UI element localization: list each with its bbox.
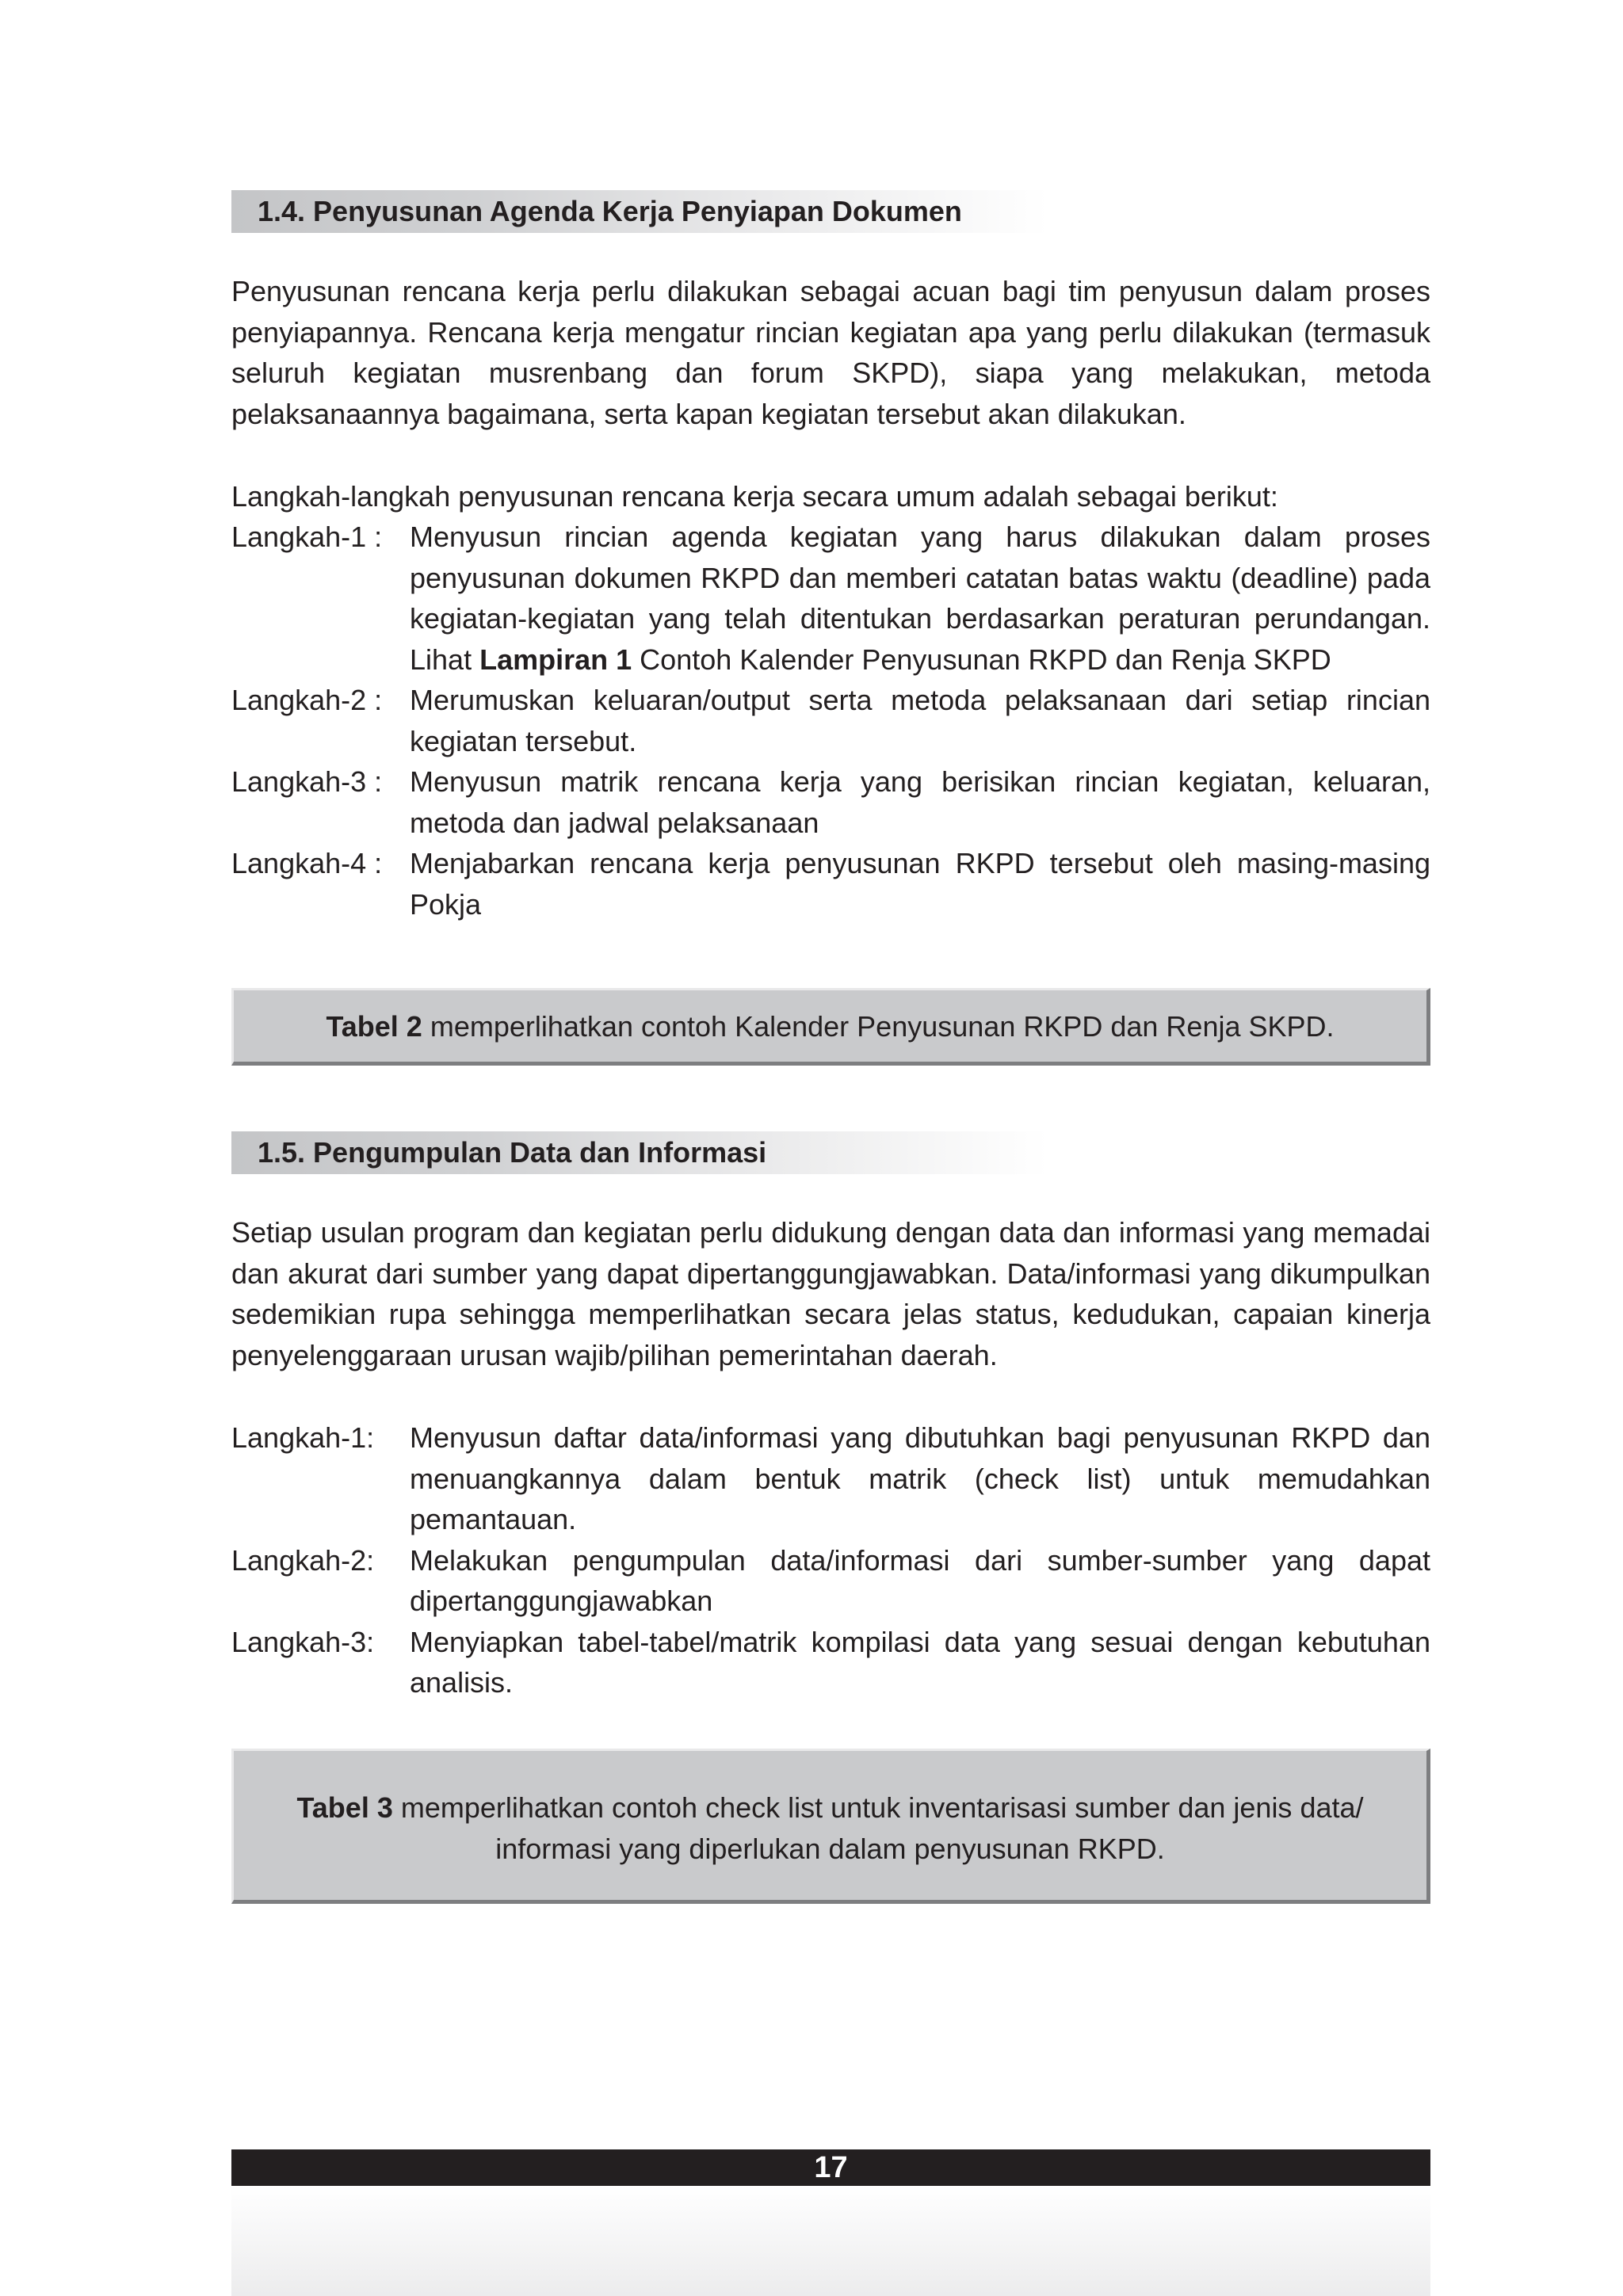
- note-text: memperlihatkan contoh check list untuk inventarisasi sumber dan jenis data/: [400, 1791, 1364, 1824]
- step-text: Menyiapkan tabel-tabel/matrik kompilasi data yang sesuai dengan kebutuhan analisis.: [410, 1625, 1430, 1699]
- step-text: Menyusun matrik rencana kerja yang berisikan rincian kegiatan, keluaran, metoda dan jadwal pelaksanaan: [410, 765, 1430, 839]
- section-1-5-steps: [231, 1417, 1430, 1703]
- step-item: [231, 761, 1430, 843]
- step-text: Menyusun rincian agenda kegiatan yang harus dilakukan dalam proses penyusunan dokumen RKPD dan memberi catatan batas waktu (deadline) pada kegiatan-kegiatan yang telah ditentukan berdasarkan peraturan perundangan. Lihat Lampiran 1 Contoh Kalender Penyusunan RKPD dan Renja SKPD: [410, 521, 1430, 676]
- step-label: Langkah-3:: [231, 1625, 375, 1658]
- section-1-4-steps: [231, 517, 1430, 925]
- step-item: [231, 680, 1430, 761]
- steps-intro: Langkah-langkah penyusunan rencana kerja secara umum adalah sebagai berikut:: [231, 480, 1278, 513]
- table-3-note: [231, 1749, 1430, 1904]
- step-text: Menyusun daftar data/informasi yang dibutuhkan bagi penyusunan RKPD dan menuangkannya dalam bentuk matrik (check list) untuk memudahkan pemantauan.: [410, 1421, 1430, 1535]
- step-item: [231, 1417, 1430, 1540]
- section-heading-1-5: 1.5. Pengumpulan Data dan Informasi: [231, 1131, 1048, 1174]
- note-text-line-2: informasi yang diperlukan dalam penyusunan RKPD.: [495, 1832, 1165, 1865]
- section-heading-1-4: 1.4. Penyusunan Agenda Kerja Penyiapan Dokumen: [231, 190, 1048, 233]
- section-1-5-intro: Setiap usulan program dan kegiatan perlu didukung dengan data dan informasi yang memadai dan akurat dari sumber yang dapat dipertanggungjawabkan. Data/informasi yang dikumpulkan sedemikian rupa sehingga memperlihatkan secara jelas status, kedudukan, capaian kinerja penyelenggaraan urusan wajib/pilihan pemerintahan daerah.: [231, 1216, 1430, 1371]
- step-label: Langkah-2:: [231, 1543, 375, 1577]
- step-item: [231, 517, 1430, 680]
- step-item: [231, 843, 1430, 925]
- step-text: Merumuskan keluaran/output serta metoda pelaksanaan dari setiap rincian kegiatan tersebut.: [410, 684, 1430, 757]
- table-2-note: [231, 988, 1430, 1066]
- table-reference: Tabel 2: [326, 1010, 422, 1043]
- step-label: Langkah-1 :: [231, 521, 383, 553]
- step-text: Menjabarkan rencana kerja penyusunan RKPD tersebut oleh masing-masing Pokja: [410, 847, 1430, 921]
- note-text: memperlihatkan contoh Kalender Penyusunan RKPD dan Renja SKPD.: [430, 1010, 1335, 1043]
- lampiran-reference: Lampiran 1: [479, 643, 632, 676]
- section-1-4-intro: Penyusunan rencana kerja perlu dilakukan sebagai acuan bagi tim penyusun dalam proses penyiapannya. Rencana kerja mengatur rincian kegiatan apa yang perlu dilakukan (termasuk seluruh kegiatan musrenbang dan forum SKPD), siapa yang melakukan, metoda pelaksanaannya bagaimana, serta kapan kegiatan tersebut akan dilakukan.: [231, 275, 1430, 430]
- table-reference: Tabel 3: [296, 1791, 393, 1824]
- step-label: Langkah-3 :: [231, 765, 383, 798]
- step-item: [231, 1540, 1430, 1622]
- footer-shade: [231, 2186, 1430, 2296]
- page-number-bar: [231, 2149, 1430, 2186]
- step-text: Melakukan pengumpulan data/informasi dari sumber-sumber yang dapat dipertanggungjawabkan: [410, 1543, 1430, 1617]
- page-number: 17: [814, 2151, 848, 2184]
- step-label: Langkah-1:: [231, 1421, 375, 1454]
- step-label: Langkah-2 :: [231, 684, 383, 716]
- step-label: Langkah-4 :: [231, 847, 383, 879]
- step-item: [231, 1622, 1430, 1703]
